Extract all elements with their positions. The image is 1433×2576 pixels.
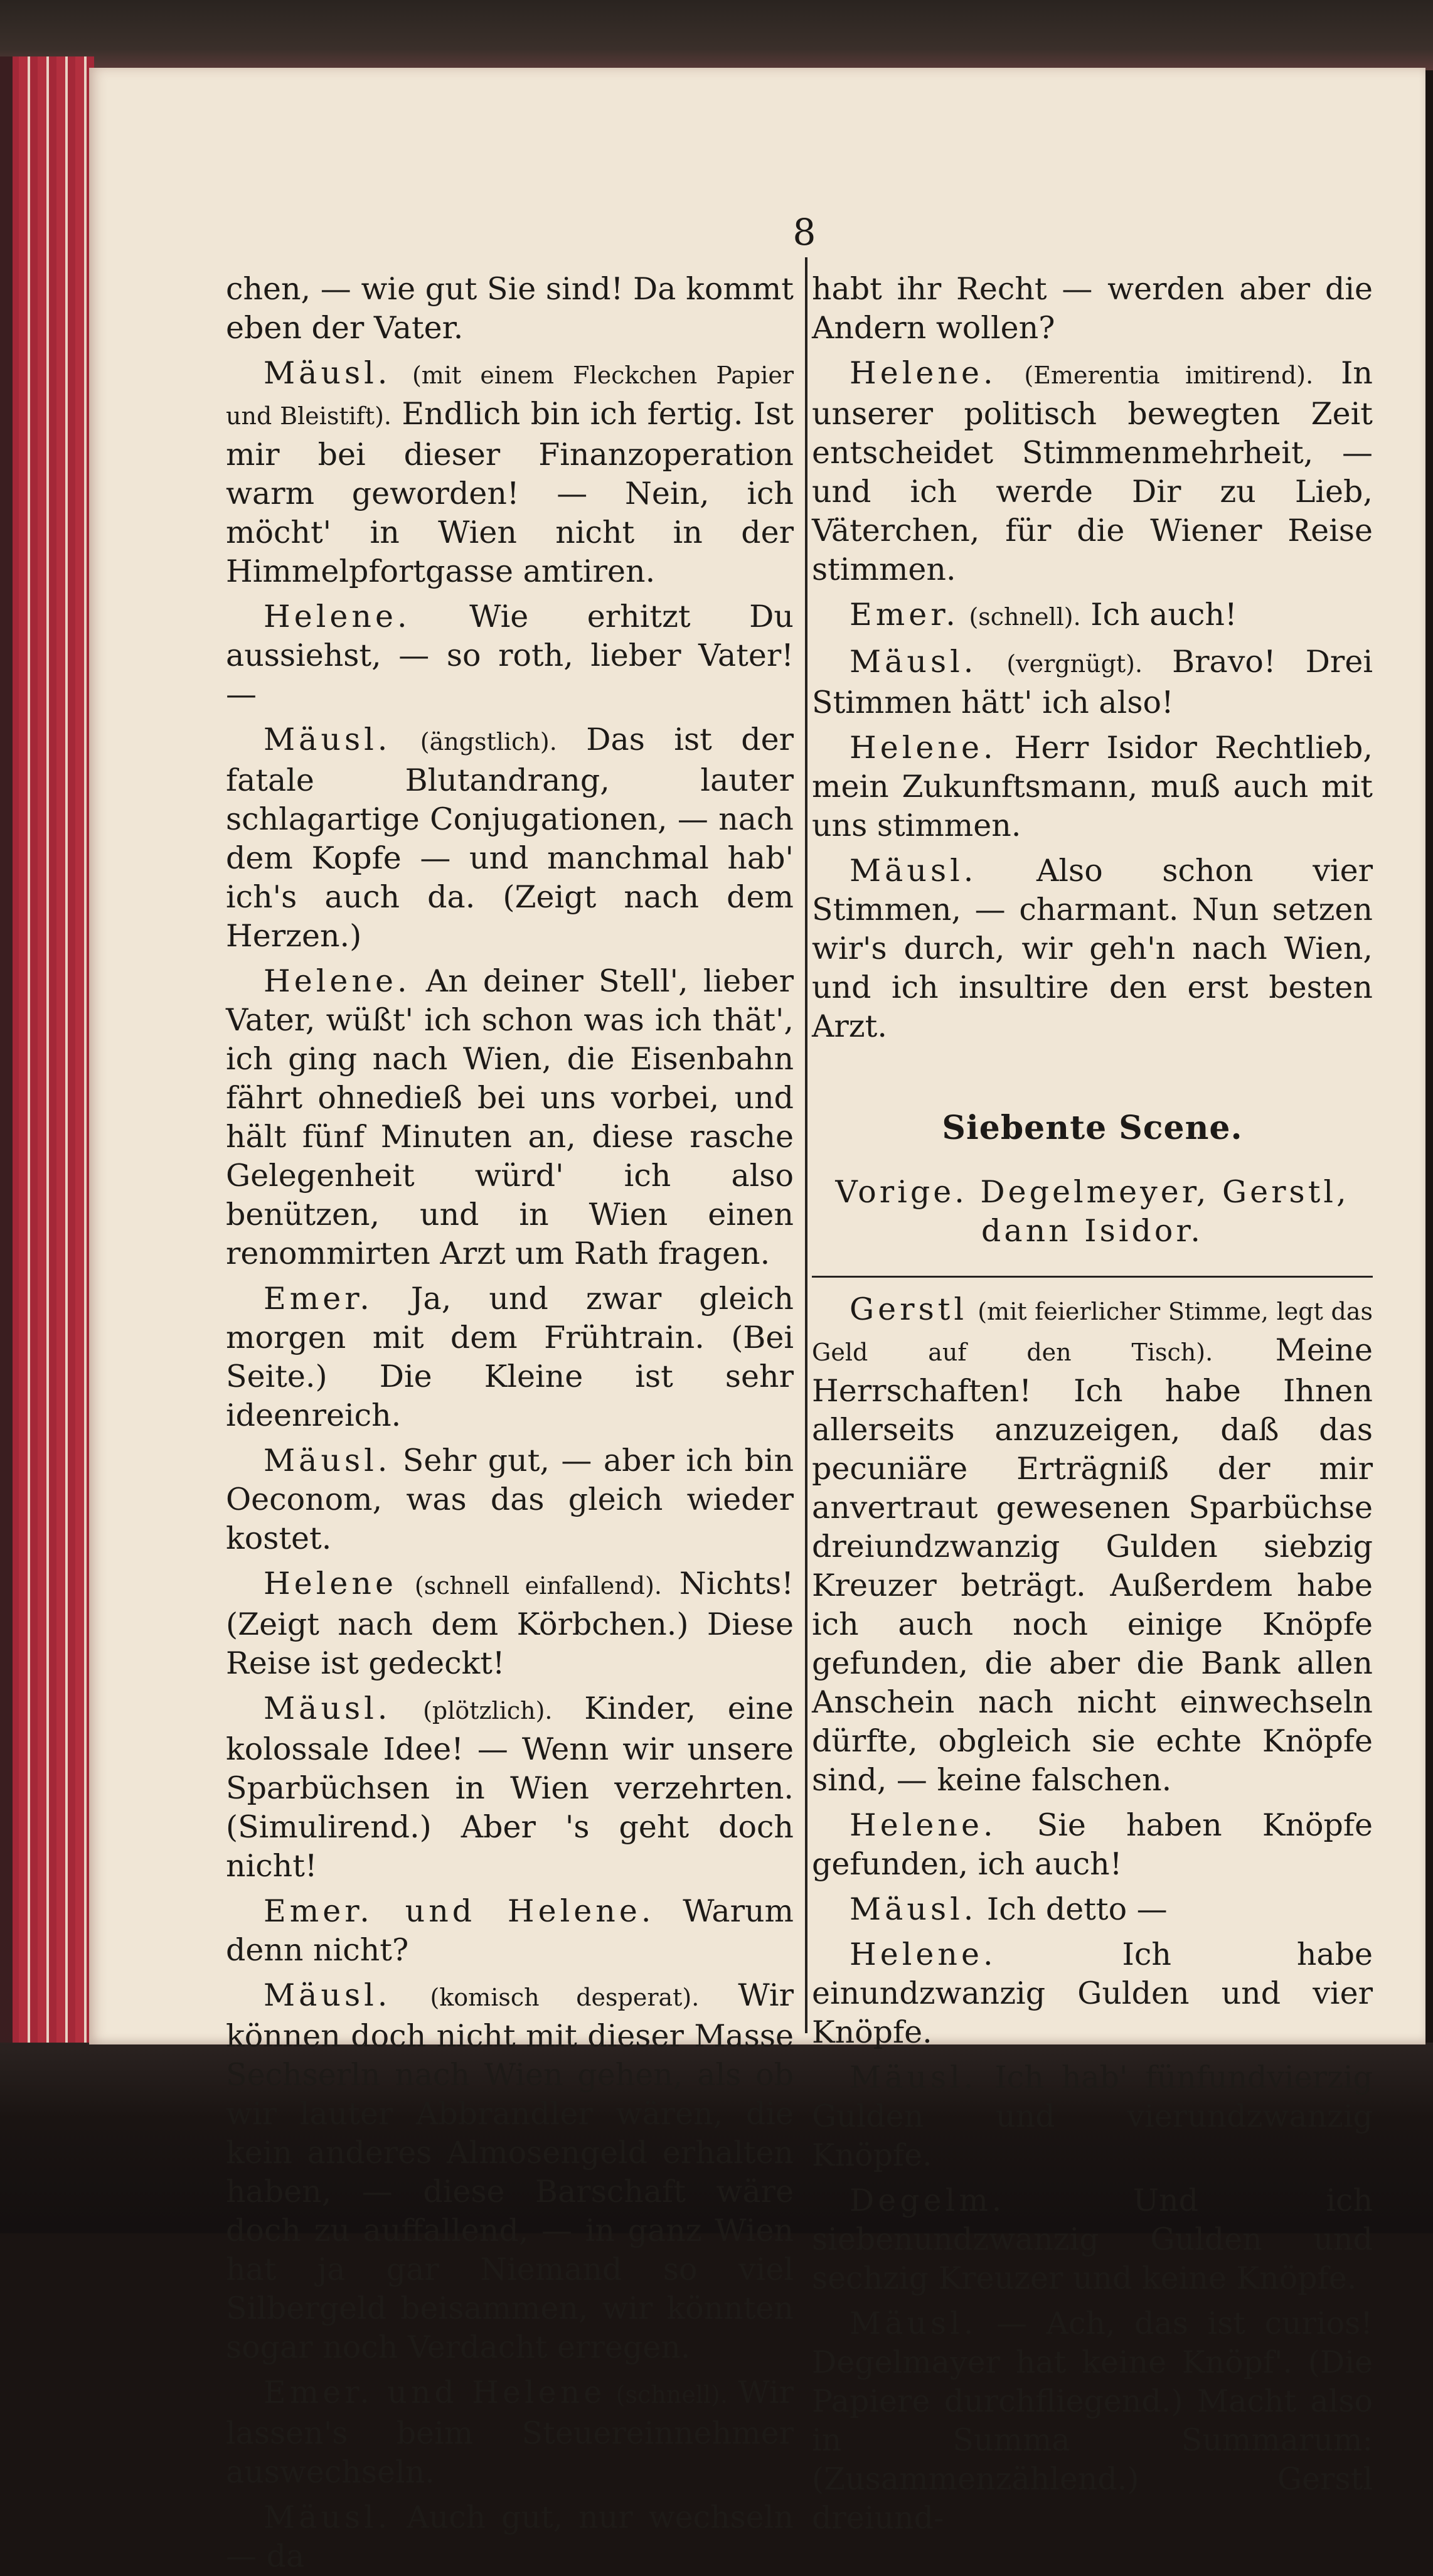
stage-direction: (mit einem Fleckchen Papier und Bleistift).: [226, 361, 794, 430]
dialogue-paragraph: [812, 1935, 1373, 2052]
dialogue-paragraph: [226, 1689, 794, 1886]
book-page-edges: [0, 56, 94, 2071]
stage-direction: (mit feierlicher Stimme, legt das Geld auf den Tisch).: [812, 1298, 1373, 1366]
speaker-name: Mäusl.: [850, 1891, 978, 1927]
left-column-paragraphs: [226, 270, 794, 2576]
dialogue-text: Ich detto —: [986, 1891, 1168, 1927]
page-number: 8: [792, 211, 816, 254]
speaker-name: Emer. und Helene.: [264, 1893, 655, 1929]
scene-title: Siebente Scene.: [942, 1109, 1243, 1147]
stage-direction: (komisch desperat).: [430, 1984, 700, 2011]
dialogue-text: Und ich siebenundzwanzig Gulden und sechzig Kreuzer und keine Knöpfe.: [812, 2183, 1373, 2296]
dialogue-paragraph: [226, 597, 794, 714]
dialogue-text: Endlich bin ich fertig. Ist mir bei dieser Finanzoperation warm geworden! — Nein, ich möcht' in Wien nicht in der Himmelpfortgasse amtiren.: [226, 396, 794, 589]
dialogue-text: Ja, und zwar gleich morgen mit dem Frühtrain. (Bei Seite.) Die Kleine ist sehr ideenreich.: [226, 1281, 794, 1433]
dialogue-paragraph: [226, 354, 794, 591]
right-column: [809, 270, 1373, 2536]
dialogue-paragraph: [812, 354, 1373, 589]
dialogue-paragraph: [226, 1976, 794, 2367]
speaker-name: Mäusl.: [264, 722, 392, 757]
dialogue-paragraph: [812, 729, 1373, 845]
right-column-paragraphs-before: [812, 270, 1373, 1046]
speaker-name: Gerstl: [850, 1291, 968, 1327]
stage-direction: (schnell einfallend).: [414, 1572, 662, 1600]
dialogue-text: Ich auch!: [1090, 597, 1237, 633]
dialogue-paragraph: [226, 1564, 794, 1683]
dialogue-text: Wie erhitzt Du aussiehst, — so roth, lieber Vater! —: [226, 599, 794, 712]
dialogue-paragraph: [226, 2498, 794, 2576]
dialogue-paragraph: [812, 852, 1373, 1046]
speaker-name: Mäusl.: [264, 1443, 392, 1478]
dialogue-text: An deiner Stell', lieber Vater, wüßt' ich schon was ich thät', ich ging nach Wien, die Eisenbahn fährt ohnedieß bei uns vorbei, und hält fünf Minuten an, diese rasche Gelegenheit würd' ich also benützen, und in Wien einen renommirten Arzt um Rath fragen.: [226, 963, 794, 1271]
speaker-name: Helene: [264, 1566, 397, 1601]
speaker-name: Mäusl.: [264, 1977, 392, 2013]
dialogue-text: Wir lassen's beim Steuereinnehmer auswechseln.: [226, 2375, 794, 2490]
right-column-paragraphs-after: [812, 1290, 1373, 2538]
stage-direction: (schnell).: [969, 603, 1081, 631]
book-spine-shadow: [0, 56, 13, 2071]
dialogue-paragraph: [226, 1892, 794, 1970]
dialogue-text: Ich hab' fünfundvierzig Gulden und vierundzwanzig Knöpfe.: [812, 2060, 1373, 2173]
speaker-name: Emer. und Helene: [264, 2375, 606, 2410]
dialogue-paragraph: [226, 270, 794, 348]
dialogue-text: — Ach, das ist curios! Degelmayer hat keine Knöpf'. (Die Papiere durchfliegend.) Macht also in Summa Summarum: (Zusammenzählend.) Gerstl dreiund-: [812, 2306, 1373, 2536]
speaker-name: Helene.: [264, 599, 411, 634]
speaker-name: Mäusl.: [850, 2306, 978, 2341]
dialogue-text: Auch gut, nur wechseln — da: [226, 2499, 794, 2574]
speaker-name: Mäusl.: [850, 2060, 978, 2095]
book-binding-top: [0, 0, 1433, 70]
dialogue-text: Bravo! Drei Stimmen hätt' ich also!: [812, 644, 1373, 720]
stage-direction: (schnell).: [615, 2381, 728, 2408]
dialogue-paragraph: [812, 2304, 1373, 2538]
dialogue-paragraph: [226, 962, 794, 1273]
speaker-name: Helene.: [850, 1937, 997, 1972]
column-divider: [805, 257, 807, 2033]
dialogue-paragraph: [812, 1806, 1373, 1884]
dialogue-text: Ich habe einundzwanzig Gulden und vier Knöpfe.: [812, 1937, 1373, 2050]
cast-list: Vorige. Degelmeyer, Gerstl, dann Isidor.: [835, 1174, 1350, 1249]
dialogue-paragraph: [812, 1290, 1373, 1800]
dialogue-text: Meine Herrschaften! Ich habe Ihnen allerseits anzuzeigen, daß das pecuniäre Erträgniß der mir anvertraut gewesenen Sparbüchse dreiundzwanzig Gulden siebzig Kreuzer beträgt. Außerdem habe ich auch noch einige Knöpfe gefunden, die aber die Bank allen Anschein nach nicht einwechseln dürfte, obgleich sie echte Knöpfe sind, — keine falschen.: [812, 1332, 1373, 1798]
speaker-name: Helene.: [850, 1807, 997, 1843]
stage-direction: (vergnügt).: [1006, 650, 1143, 678]
dialogue-text: Herr Isidor Rechtlieb, mein Zukunftsmann, muß auch mit uns stimmen.: [812, 730, 1373, 843]
dialogue-paragraph: [812, 643, 1373, 722]
dialogue-text: Also schon vier Stimmen, — charmant. Nun setzen wir's durch, wir geh'n nach Wien, und ich insultire den erst besten Arzt.: [812, 853, 1373, 1044]
dialogue-paragraph: [226, 1441, 794, 1558]
speaker-name: Emer.: [850, 597, 959, 633]
speaker-name: Emer.: [264, 1281, 373, 1317]
stage-direction: (Emerentia imitirend).: [1024, 361, 1314, 389]
speaker-name: Helene.: [850, 730, 997, 766]
dialogue-text: Sehr gut, — aber ich bin Oeconom, was das gleich wieder kostet.: [226, 1443, 794, 1556]
speaker-name: Mäusl.: [850, 853, 978, 889]
speaker-name: Helene.: [850, 355, 997, 391]
dialogue-paragraph: [812, 596, 1373, 636]
dialogue-text: Warum denn nicht?: [226, 1893, 794, 1968]
dialogue-paragraph: [226, 1280, 794, 1435]
dialogue-text: Kinder, eine kolossale Idee! — Wenn wir unsere Sparbüchsen in Wien verzehrten. (Simulirend.) Aber 's geht doch nicht!: [226, 1691, 794, 1884]
speaker-name: Degelm.: [850, 2183, 1006, 2218]
speaker-name: Mäusl.: [264, 1691, 392, 1726]
dialogue-paragraph: [812, 270, 1373, 348]
dialogue-text: Nichts! (Zeigt nach dem Körbchen.) Diese Reise ist gedeckt!: [226, 1566, 794, 1681]
speaker-name: Helene.: [264, 963, 411, 999]
speaker-name: Mäusl.: [850, 644, 978, 680]
dialogue-text: Sie haben Knöpfe gefunden, ich auch!: [812, 1807, 1373, 1882]
dialogue-paragraph: [812, 2181, 1373, 2298]
dialogue-paragraph: [812, 1890, 1373, 1929]
cast-divider: [812, 1276, 1373, 1278]
dialogue-text: chen, — wie gut Sie sind! Da kommt eben der Vater.: [226, 271, 794, 346]
dialogue-text: habt ihr Recht — werden aber die Andern wollen?: [812, 271, 1373, 346]
dialogue-paragraph: [812, 2058, 1373, 2175]
dialogue-paragraph: [226, 2373, 794, 2492]
stage-direction: (ängstlich).: [420, 728, 557, 756]
dialogue-text: Das ist der fatale Blutandrang, lauter schlagartige Conjugationen, — nach dem Kopfe — und manchmal hab' ich's auch da. (Zeigt nach dem Herzen.): [226, 722, 794, 954]
speaker-name: Mäusl.: [264, 355, 392, 391]
dialogue-text: Wir können doch nicht mit dieser Masse Sechserln nach Wien gehen, als ob wir lauter Abbrandler wären, die kein anderes Almosengeld erhalten haben, — diese Barschaft wäre doch zu auffallend, — in ganz Wien hat ja gar Niemand so viel Silbergeld beisammen, wir könnten sogar noch Verdacht erregen.: [226, 1977, 794, 2365]
dialogue-paragraph: [226, 720, 794, 956]
left-column: [226, 270, 794, 2574]
speaker-name: Mäusl.: [264, 2499, 392, 2535]
dialogue-text: In unserer politisch bewegten Zeit entscheidet Stimmenmehrheit, — und ich werde Dir zu Lieb, Väterchen, für die Wiener Reise stimmen.: [812, 355, 1373, 587]
stage-direction: (plötzlich).: [423, 1697, 553, 1724]
